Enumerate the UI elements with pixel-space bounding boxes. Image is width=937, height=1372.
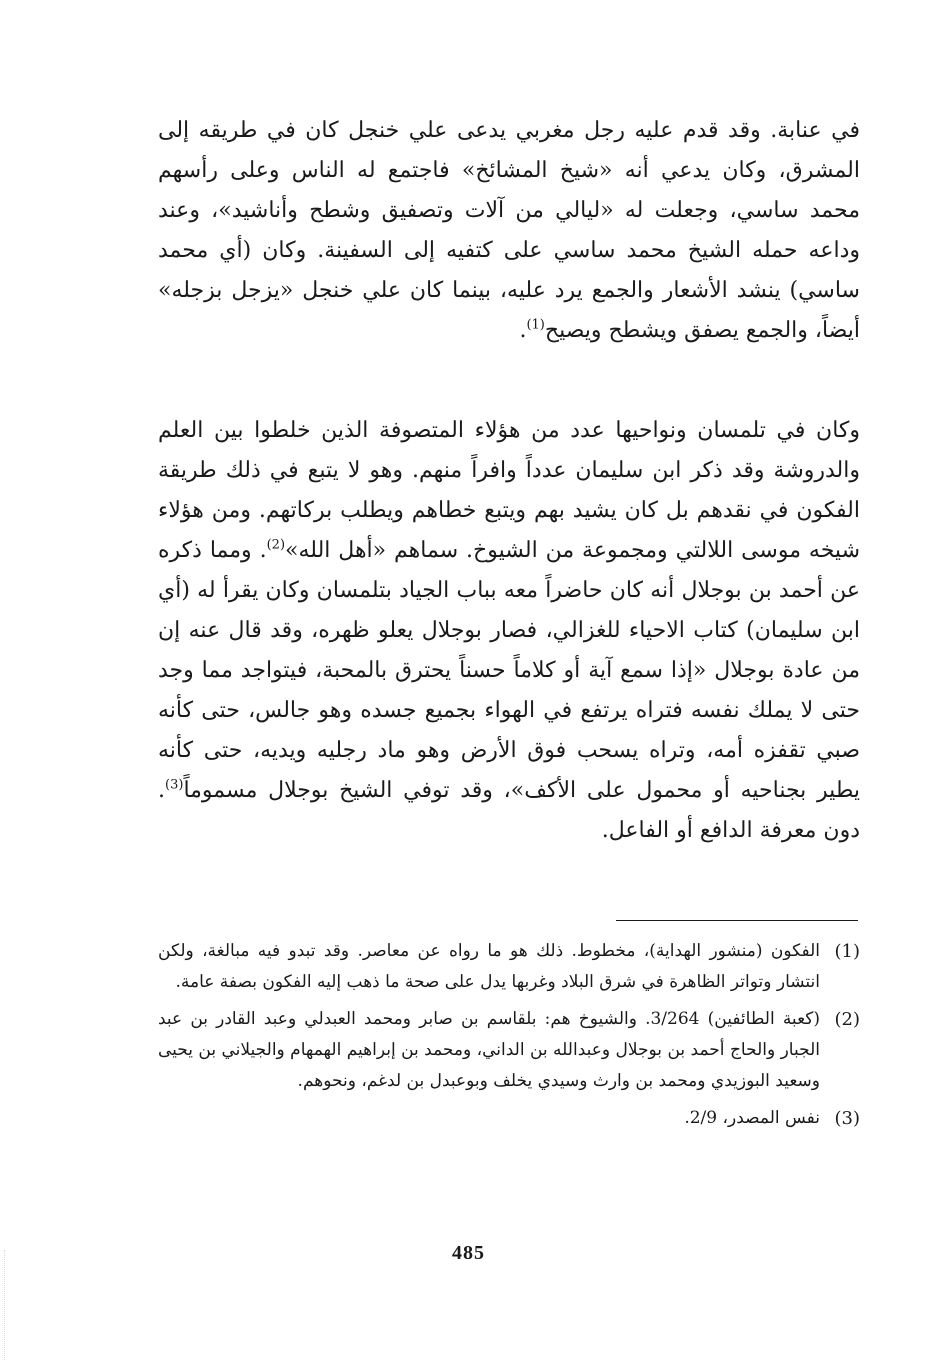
paragraph-1-text: في عنابة. وقد قدم عليه رجل مغربي يدعى علي خنجل كان في طريقه إلى المشرق، وكان يدعي أنه «شيخ المشائخ» فاجتمع له الناس وعلى رأسهم محمد ساسي، وجعلت له «ليالي من آلات وتصفيق وشطح وأناشيد»، وعند وداعه حمله الشيخ محمد ساسي على كتفيه إلى السفينة. وكان (أي محمد ساسي) ينشد الأشعار والجمع يرد عليه، بينما كان علي خنجل «يزجل بزجله» أيضاً، والجمع يصفق ويشطح ويصيح xyxy=(158,118,860,343)
footnote-text-3: نفس المصدر، 2/9. xyxy=(684,1108,820,1128)
footnote-ref-1[interactable]: (1) xyxy=(526,317,545,333)
footnote-ref-2[interactable]: (2) xyxy=(266,537,286,553)
footnote-separator xyxy=(616,920,858,921)
body-paragraph-2 xyxy=(158,411,860,851)
footnote-text-2: (كعبة الطائفين) 3/264. والشيوخ هم: بلقاسم بن صابر ومحمد العبدلي وعبد القادر بن عبد الجبار والحاج أحمد بن بوجلال وعبدالله بن الداني، ومحمد بن إبراهيم الهمهام والجيلاني بن يحيى وسعيد البوزيدي ومحمد بن وارث وسيدي يخلف وبوعبدل بن لدغم، ونحوهم. xyxy=(158,1009,820,1091)
scan-edge-marks xyxy=(4,1250,17,1360)
footnote-number-2: (2) xyxy=(834,1009,860,1030)
paragraph-2-part-2: . ومما ذكره عن أحمد بن بوجلال أنه كان حاضراً معه بباب الجياد بتلمسان وكان يقرأ له (أي ابن سليمان) كتاب الاحياء للغزالي، فصار بوجلال يعلو ظهره، وقد قال عنه إن من عادة بوجلال «إذا سمع آية أو كلاماً حسناً يحترق بالمحبة، فيتواجد مما وجد حتى لا يملك نفسه فتراه يرتفع في الهواء بجميع جسده وهو جالس، حتى كأنه صبي تقفزه أمه، وتراه يسحب فوق الأرض وهو ماد رجليه ويديه، حتى كأنه يطير بجناحيه أو محمول على الأكف»، وقد توفي الشيخ بوجلال مسموماً xyxy=(158,538,860,803)
footnote-number-1: (1) xyxy=(834,941,860,962)
paragraph-2-part-3: . دون معرفة الدافع أو الفاعل. xyxy=(158,778,860,843)
footnote-2 xyxy=(158,1004,860,1097)
footnote-ref-3[interactable]: (3) xyxy=(165,777,184,793)
footnote-number-3: (3) xyxy=(834,1108,860,1129)
body-paragraph-1 xyxy=(158,111,860,351)
footnote-3 xyxy=(158,1103,860,1134)
page-number: 485 xyxy=(452,1242,485,1264)
footnotes-list xyxy=(158,936,860,1140)
paragraph-1-end: . xyxy=(519,318,527,343)
footnote-text-1: الفكون (منشور الهداية)، مخطوط. ذلك هو ما رواه عن معاصر. وقد تبدو فيه مبالغة، ولكن انتشار وتواتر الظاهرة في شرق البلاد وغربها يدل على صحة ما ذهب إليه الفكون بصفة عامة. xyxy=(158,941,820,992)
paragraph-2-part-1: وكان في تلمسان ونواحيها عدد من هؤلاء المتصوفة الذين خلطوا بين العلم والدروشة وقد ذكر ابن سليمان عدداً وافراً منهم. وهو لا يتبع في ذلك طريقة الفكون في نقدهم بل كان يشيد بهم ويتبع خطاهم ويطلب بركاتهم. ومن هؤلاء شيخه موسى اللالتي ومجموعة من الشيوخ. سماهم «أهل الله» xyxy=(158,418,860,563)
footnote-1 xyxy=(158,936,860,998)
